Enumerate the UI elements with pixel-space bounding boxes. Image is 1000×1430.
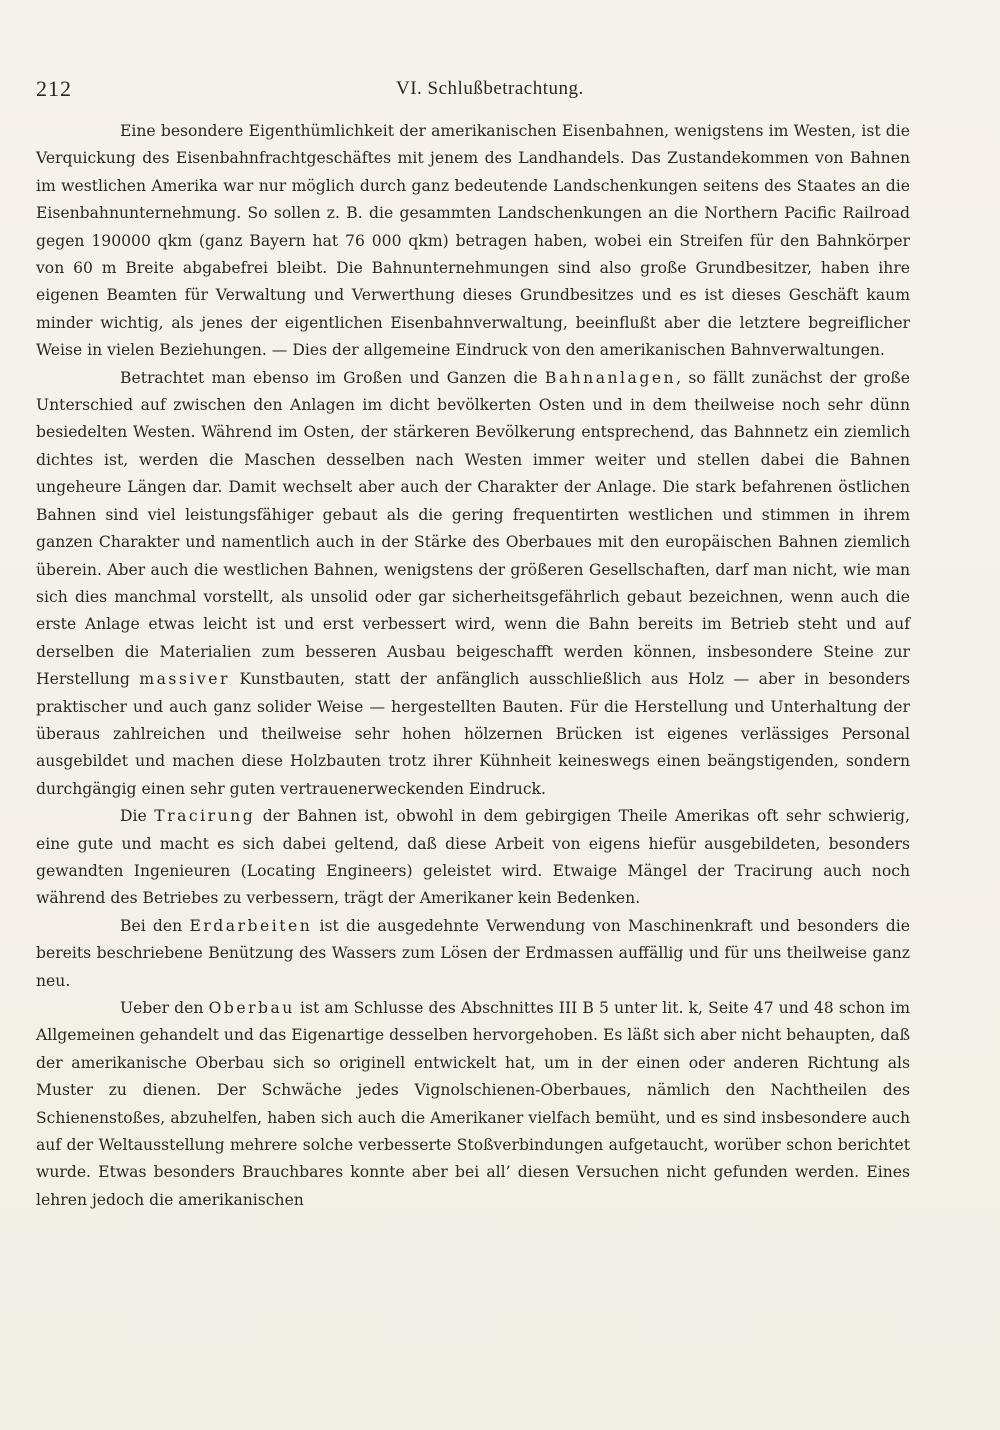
emphasized-term: massiver xyxy=(139,670,230,689)
text-run: der Bahnen ist, obwohl in dem gebirgigen Theile Amerikas oft sehr schwierig, eine gute und macht es sich dabei geltend, daß diese Arbeit von eigens hiefür ausgebildeten, besonders gewandten Ingenieuren (Locating Engineers) geleistet wird. Etwaige Mängel der Tracirung auch noch während des Betriebes zu verbessern, trägt der Amerikaner kein Bedenken. xyxy=(36,807,910,908)
text-run: Die xyxy=(120,807,155,826)
paragraph xyxy=(36,365,910,804)
text-run: Eine besondere Eigenthümlichkeit der amerikanischen Eisenbahnen, wenigstens im Westen, ist die Verquickung des Eisenbahnfrachtgeschäftes mit jenem des Landhandels. Das Zustandekommen von Bahnen im westlichen Amerika war nur möglich durch ganz bedeutende Landschenkungen seitens des Staates an die Eisenbahnunternehmung. So sollen z. B. die gesammten Landschenkungen an die Northern Pacific Railroad gegen 190000 qkm (ganz Bayern hat 76 000 qkm) betragen haben, wobei ein Streifen für den Bahnkörper von 60 m Breite abgabefrei bleibt. Die Bahnunternehmungen sind also große Grundbesitzer, haben ihre eigenen Beamten für Verwaltung und Verwerthung dieses Grundbesitzes und es ist dieses Geschäft kaum minder wichtig, als jenes der eigentlichen Eisenbahnverwaltung, beeinflußt aber die letztere begreiflicher Weise in vielen Beziehungen. — Dies der allgemeine Eindruck von den amerikanischen Bahnverwaltungen. xyxy=(36,122,910,360)
text-run: ist die ausgedehnte Verwendung von Maschinenkraft und besonders die bereits beschriebene Benützung des Wassers zum Lösen der Erdmassen auffällig und für uns theilweise ganz neu. xyxy=(36,916,910,990)
body-text xyxy=(36,118,910,1214)
emphasized-term: Oberbau xyxy=(208,999,295,1017)
emphasized-term: Bahnanlagen xyxy=(544,368,677,387)
paragraph xyxy=(36,803,910,913)
paragraph xyxy=(36,995,910,1214)
page-number: 212 xyxy=(36,76,72,101)
text-run: Ueber den xyxy=(120,999,209,1017)
running-title: VI. Schlußbetrachtung. xyxy=(396,78,584,99)
emphasized-term: Tracirung xyxy=(154,807,256,826)
emphasized-term: Erdarbeiten xyxy=(189,916,313,935)
running-head xyxy=(36,66,916,106)
text-run: Betrachtet man ebenso im Großen und Ganzen die xyxy=(120,368,545,387)
text-run: ist am Schlusse des Abschnittes III B 5 unter lit. k, Seite 47 und 48 schon im Allgemeinen gehandelt und das Eigenartige desselben hervorgehoben. Es läßt sich aber nicht behaupten, daß der amerikanische Oberbau sich so originell entwickelt hat, um in der einen oder anderen Richtung als Muster zu dienen. Der Schwäche jedes Vignolschienen-Oberbaues, nämlich den Nachtheilen des Schienenstoßes, abzuhelfen, haben sich auch die Amerikaner vielfach bemüht, und es sind insbesondere auch auf der Weltausstellung mehrere solche verbesserte Stoßverbindungen aufgetaucht, worüber schon berichtet wurde. Etwas besonders Brauchbares konnte aber bei all’ diesen Versuchen nicht gefunden werden. Eines lehren jedoch die amerikanischen xyxy=(36,999,910,1209)
text-run: Bei den xyxy=(120,916,190,935)
paragraph xyxy=(36,118,910,365)
text-run: Kunstbauten, statt der anfänglich ausschließlich aus Holz — aber in besonders praktischer und auch ganz solider Weise — hergestellten Bauten. Für die Herstellung und Unterhaltung der überaus zahlreichen und theilweise sehr hohen hölzernen Brücken ist eigenes verlässiges Personal ausgebildet und machen diese Holzbauten trotz ihrer Kühnheit keineswegs einen beängstigenden, sondern durchgängig einen sehr guten vertrauenerweckenden Eindruck. xyxy=(36,670,910,798)
text-run: , so fällt zunächst der große Unterschied auf zwischen den Anlagen im dicht bevölkerten Osten und in dem theilweise noch sehr dünn besiedelten Westen. Während im Osten, der stärkeren Bevölkerung entsprechend, das Bahnnetz ein ziemlich dichtes ist, werden die Maschen desselben nach Westen immer weiter und stellen dabei die Bahnen ungeheure Längen dar. Damit wechselt aber auch der Charakter der Anlage. Die stark befahrenen östlichen Bahnen sind viel leistungsfähiger gebaut als die gering frequentirten westlichen und stimmen in ihrem ganzen Charakter und namentlich auch in der Stärke des Oberbaues mit den europäischen Bahnen ziemlich überein. Aber auch die westlichen Bahnen, wenigstens der größeren Gesellschaften, darf man nicht, wie man sich dies manchmal vorstellt, als unsolid oder gar sicherheitsgefährlich gebaut bezeichnen, wenn auch die erste Anlage etwas leicht ist und erst verbessert wird, wenn die Bahn bereits im Betrieb steht und auf derselben die Materialien zum besseren Ausbau beigeschafft werden können, insbesondere Steine zur Herstellung xyxy=(36,368,910,689)
paragraph xyxy=(36,913,910,995)
